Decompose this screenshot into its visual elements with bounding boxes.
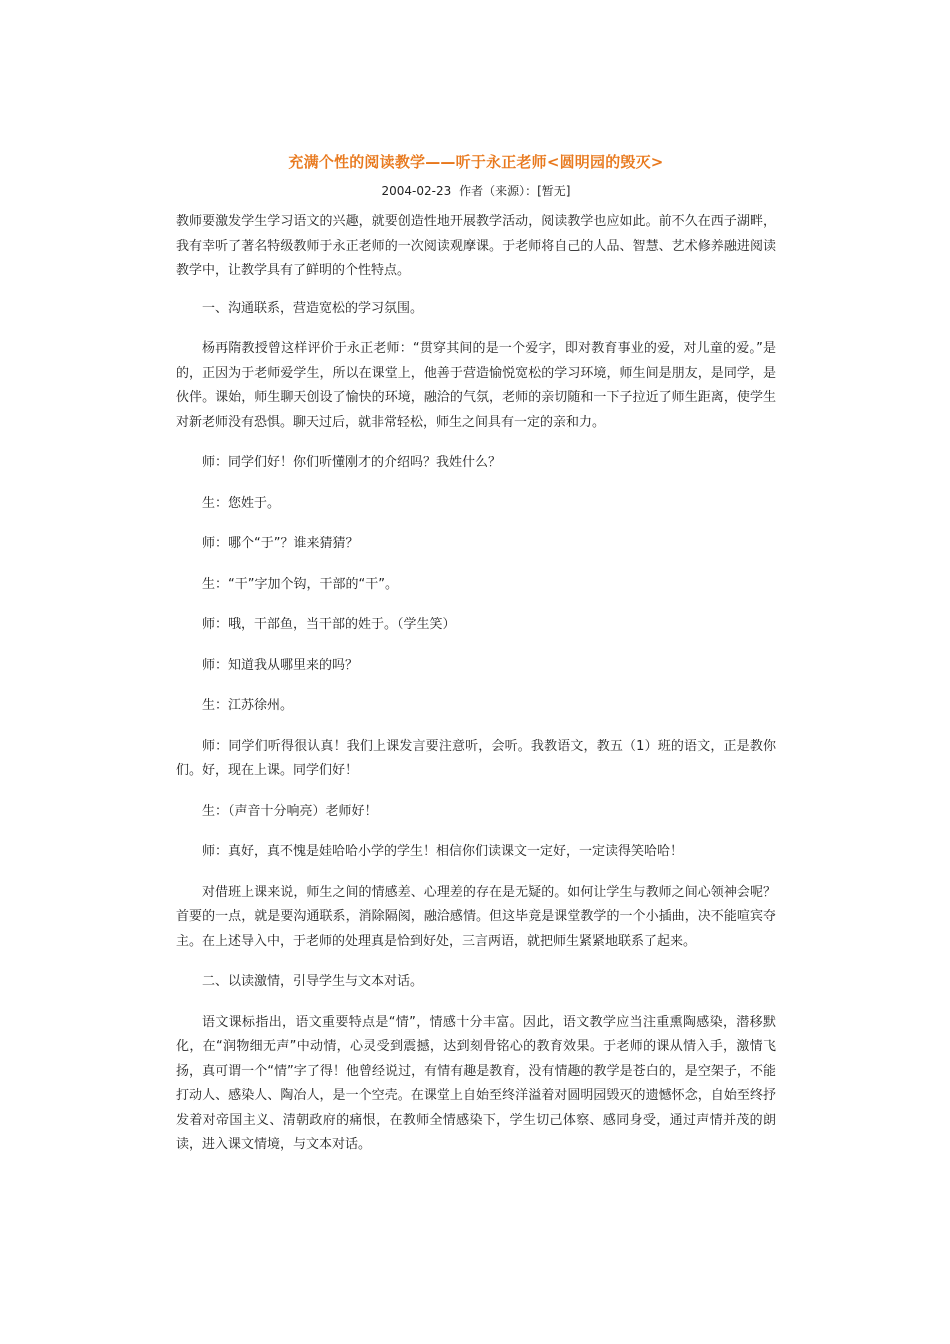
article-byline: 作者（来源）：[暂无] <box>459 184 571 198</box>
dialogue-line: 师：同学们好！你们听懂刚才的介绍吗？我姓什么？ <box>202 455 502 470</box>
dialogue-line: 师：真好，真不愧是娃哈哈小学的学生！相信你们读课文一定好，一定读得笑哈哈！ <box>202 844 684 859</box>
dialogue-line: 生：您姓于。 <box>202 495 281 511</box>
dialogue-line: 师：同学们听得很认真！我们上课发言要注意听，会听。我教语文，教五（1）班的语文，正是教你们。好，现在上课。同学们好！ <box>176 738 776 778</box>
dialogue-line: 生：江苏徐州。 <box>202 698 294 713</box>
article-date: 2004-02-23 <box>381 184 452 198</box>
dialogue-line: 师：哪个“于”？谁来猜猜？ <box>202 536 359 551</box>
paragraph: 杨再隋教授曾这样评价于永正老师：“贯穿其间的是一个爱字，即对教育事业的爱，对儿童的爱。”是的，正因为于老师爱学生，所以在课堂上，他善于营造愉悦宽松的学习环境，师生间是朋友，是同学，是伙伴。课始，师生聊天创设了愉快的环境，融洽的气氛，老师的亲切随和一下子拉近了师生距离，使学生对新老师没有恐惧。聊天过后，就非常轻松，师生之间具有一定的亲和力。 <box>176 341 776 430</box>
dialogue-line: 生：“干”字加个钩，干部的“干”。 <box>202 576 398 592</box>
section-heading-1: 一、沟通联系，营造宽松的学习氛围。 <box>202 300 424 316</box>
paragraph: 语文课标指出，语文重要特点是“情”，情感十分丰富。因此，语文教学应当注重熏陶感染，潜移默化，在“润物细无声”中动情，心灵受到震撼，达到刻骨铭心的教育效果。于老师的课从情入手，激情飞扬，真可谓一个“情”字了得！他曾经说过，有情有趣是教育，没有情趣的教学是苍白的，是空架子，不能打动人、感染人、陶冶人，是一个空壳。在课堂上自始至终洋溢着对圆明园毁灭的遗憾怀念，自始至终抒发着对帝国主义、清朝政府的痛恨，在教师全情感染下，学生切己体察、感同身受，通过声情并茂的朗读，进入课文情境，与文本对话。 <box>176 1014 776 1152</box>
article <box>176 152 776 1174</box>
article-title: 充满个性的阅读教学——听于永正老师<圆明园的毁灭> <box>288 153 664 171</box>
dialogue-line: 生：（声音十分响亮）老师好！ <box>202 803 378 819</box>
dialogue-line: 师：哦，干部鱼，当干部的姓于。（学生笑） <box>202 617 456 632</box>
paragraph: 对借班上课来说，师生之间的情感差、心理差的存在是无疑的。如何让学生与教师之间心领神会呢？首要的一点，就是要沟通联系，消除隔阂，融洽感情。但这毕竟是课堂教学的一个小插曲，决不能喧宾夺主。在上述导入中，于老师的处理真是恰到好处，三言两语，就把师生紧紧地联系了起来。 <box>176 884 776 949</box>
paragraph-intro: 教师要激发学生学习语文的兴趣，就要创造性地开展教学活动，阅读教学也应如此。前不久在西子湖畔，我有幸听了著名特级教师于永正老师的一次阅读观摩课。于老师将自己的人品、智慧、艺术修养融进阅读教学中，让教学具有了鲜明的个性特点。 <box>176 214 776 278</box>
section-heading-2: 二、以读激情，引导学生与文本对话。 <box>202 974 424 989</box>
article-meta <box>176 182 776 200</box>
dialogue-line: 师：知道我从哪里来的吗？ <box>202 657 359 673</box>
article-body <box>176 210 776 1158</box>
